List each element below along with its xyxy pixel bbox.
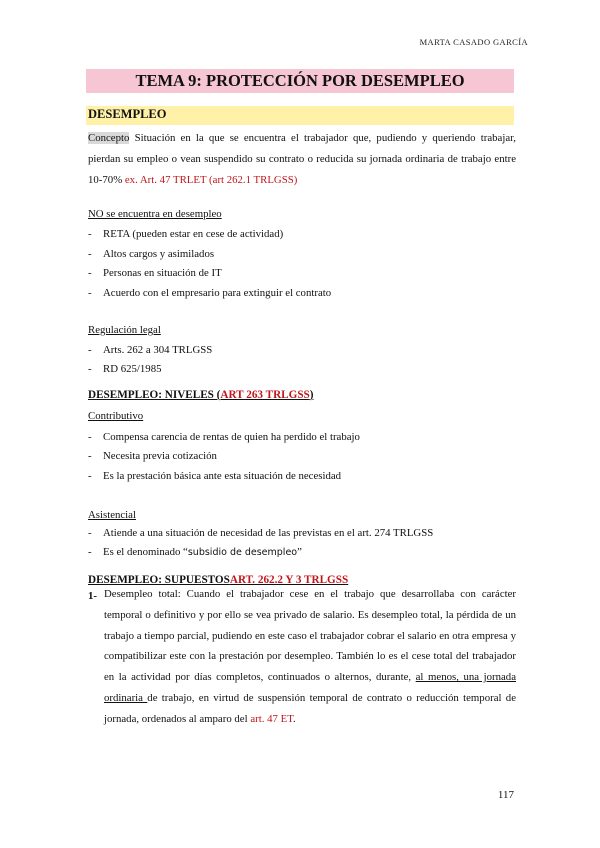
list-item: - Es el denominado “subsidio de desempleo” [88, 546, 302, 558]
supuestos-paragraph: Desempleo total: Cuando el trabajador cese en el trabajo que desarrollaba con carácter temporal o definitivo y por ello se vea privado de salario. Es desempleo total, la pérdida de un trabajo a tiempo parcial, pudiendo en este caso el trabajador cobrar el salario en otra empresa y compatibilizar este con la prestación por desempleo. También lo es el cese total del trabajador en la actividad por días completos, continuados o alternos, durante, al menos, una jornada ordinaria de trabajo, en virtud de suspensión temporal de contrato o reducción temporal de jornada, ordenados al amparo del art. 47 ET. [104, 588, 516, 725]
list-item: - Es la prestación básica ante esta situación de necesidad [88, 470, 342, 482]
asistencial-heading: Asistencial [88, 509, 136, 521]
list-item: - Atiende a una situación de necesidad de las previstas en el art. 274 TRLGSS [88, 527, 434, 539]
levels-heading: DESEMPLEO: NIVELES (ART 263 TRLGSS) [88, 389, 314, 401]
list-item: - Acuerdo con el empresario para extinguir el contrato [88, 287, 332, 299]
supuestos-heading-reference: ART. 262.2 Y 3 TRLGSS [229, 574, 349, 586]
concept-label: Concepto [88, 132, 130, 144]
underlined-phrase: al menos, una jornada ordinaria [104, 671, 516, 704]
list-item: - Necesita previa cotización [88, 450, 217, 462]
regulation-heading: Regulación legal [88, 324, 161, 336]
subsidio-term: subsidio de desempleo [187, 547, 298, 558]
contributivo-heading: Contributivo [88, 410, 144, 422]
item-number: 1- [88, 590, 97, 602]
supuestos-heading: DESEMPLEO: SUPUESTOSART. 262.2 Y 3 TRLGSS [88, 574, 349, 586]
section-heading-desempleo: DESEMPLEO [88, 107, 167, 121]
concept-paragraph [88, 128, 516, 190]
list-item: - Personas en situación de IT [88, 267, 222, 279]
not-unemployed-heading: NO se encuentra en desempleo [88, 208, 222, 220]
concept-text: Situación en la que se encuentra el trabajador que, pudiendo y queriendo trabajar, pierdan su empleo o vean suspendido su contrato o reducida su jornada ordinaria de trabajo entre 10-70% [88, 132, 516, 186]
list-item: - Arts. 262 a 304 TRLGSS [88, 344, 213, 356]
concept-reference: ex. Art. 47 TRLET (art 262.1 TRLGSS) [122, 173, 298, 186]
page-title: TEMA 9: PROTECCIÓN POR DESEMPLEO [135, 71, 465, 90]
levels-heading-reference: ART 263 TRLGSS [220, 389, 310, 401]
list-item: - RD 625/1985 [88, 363, 162, 375]
list-item: - Compensa carencia de rentas de quien ha perdido el trabajo [88, 431, 360, 443]
author-header: MARTA CASADO GARCÍA [419, 37, 528, 47]
page-number: 117 [497, 789, 514, 801]
supuestos-reference: art. 47 ET [250, 712, 293, 725]
list-item: - Altos cargos y asimilados [88, 248, 215, 260]
list-item: - RETA (pueden estar en cese de actividad) [88, 228, 284, 240]
